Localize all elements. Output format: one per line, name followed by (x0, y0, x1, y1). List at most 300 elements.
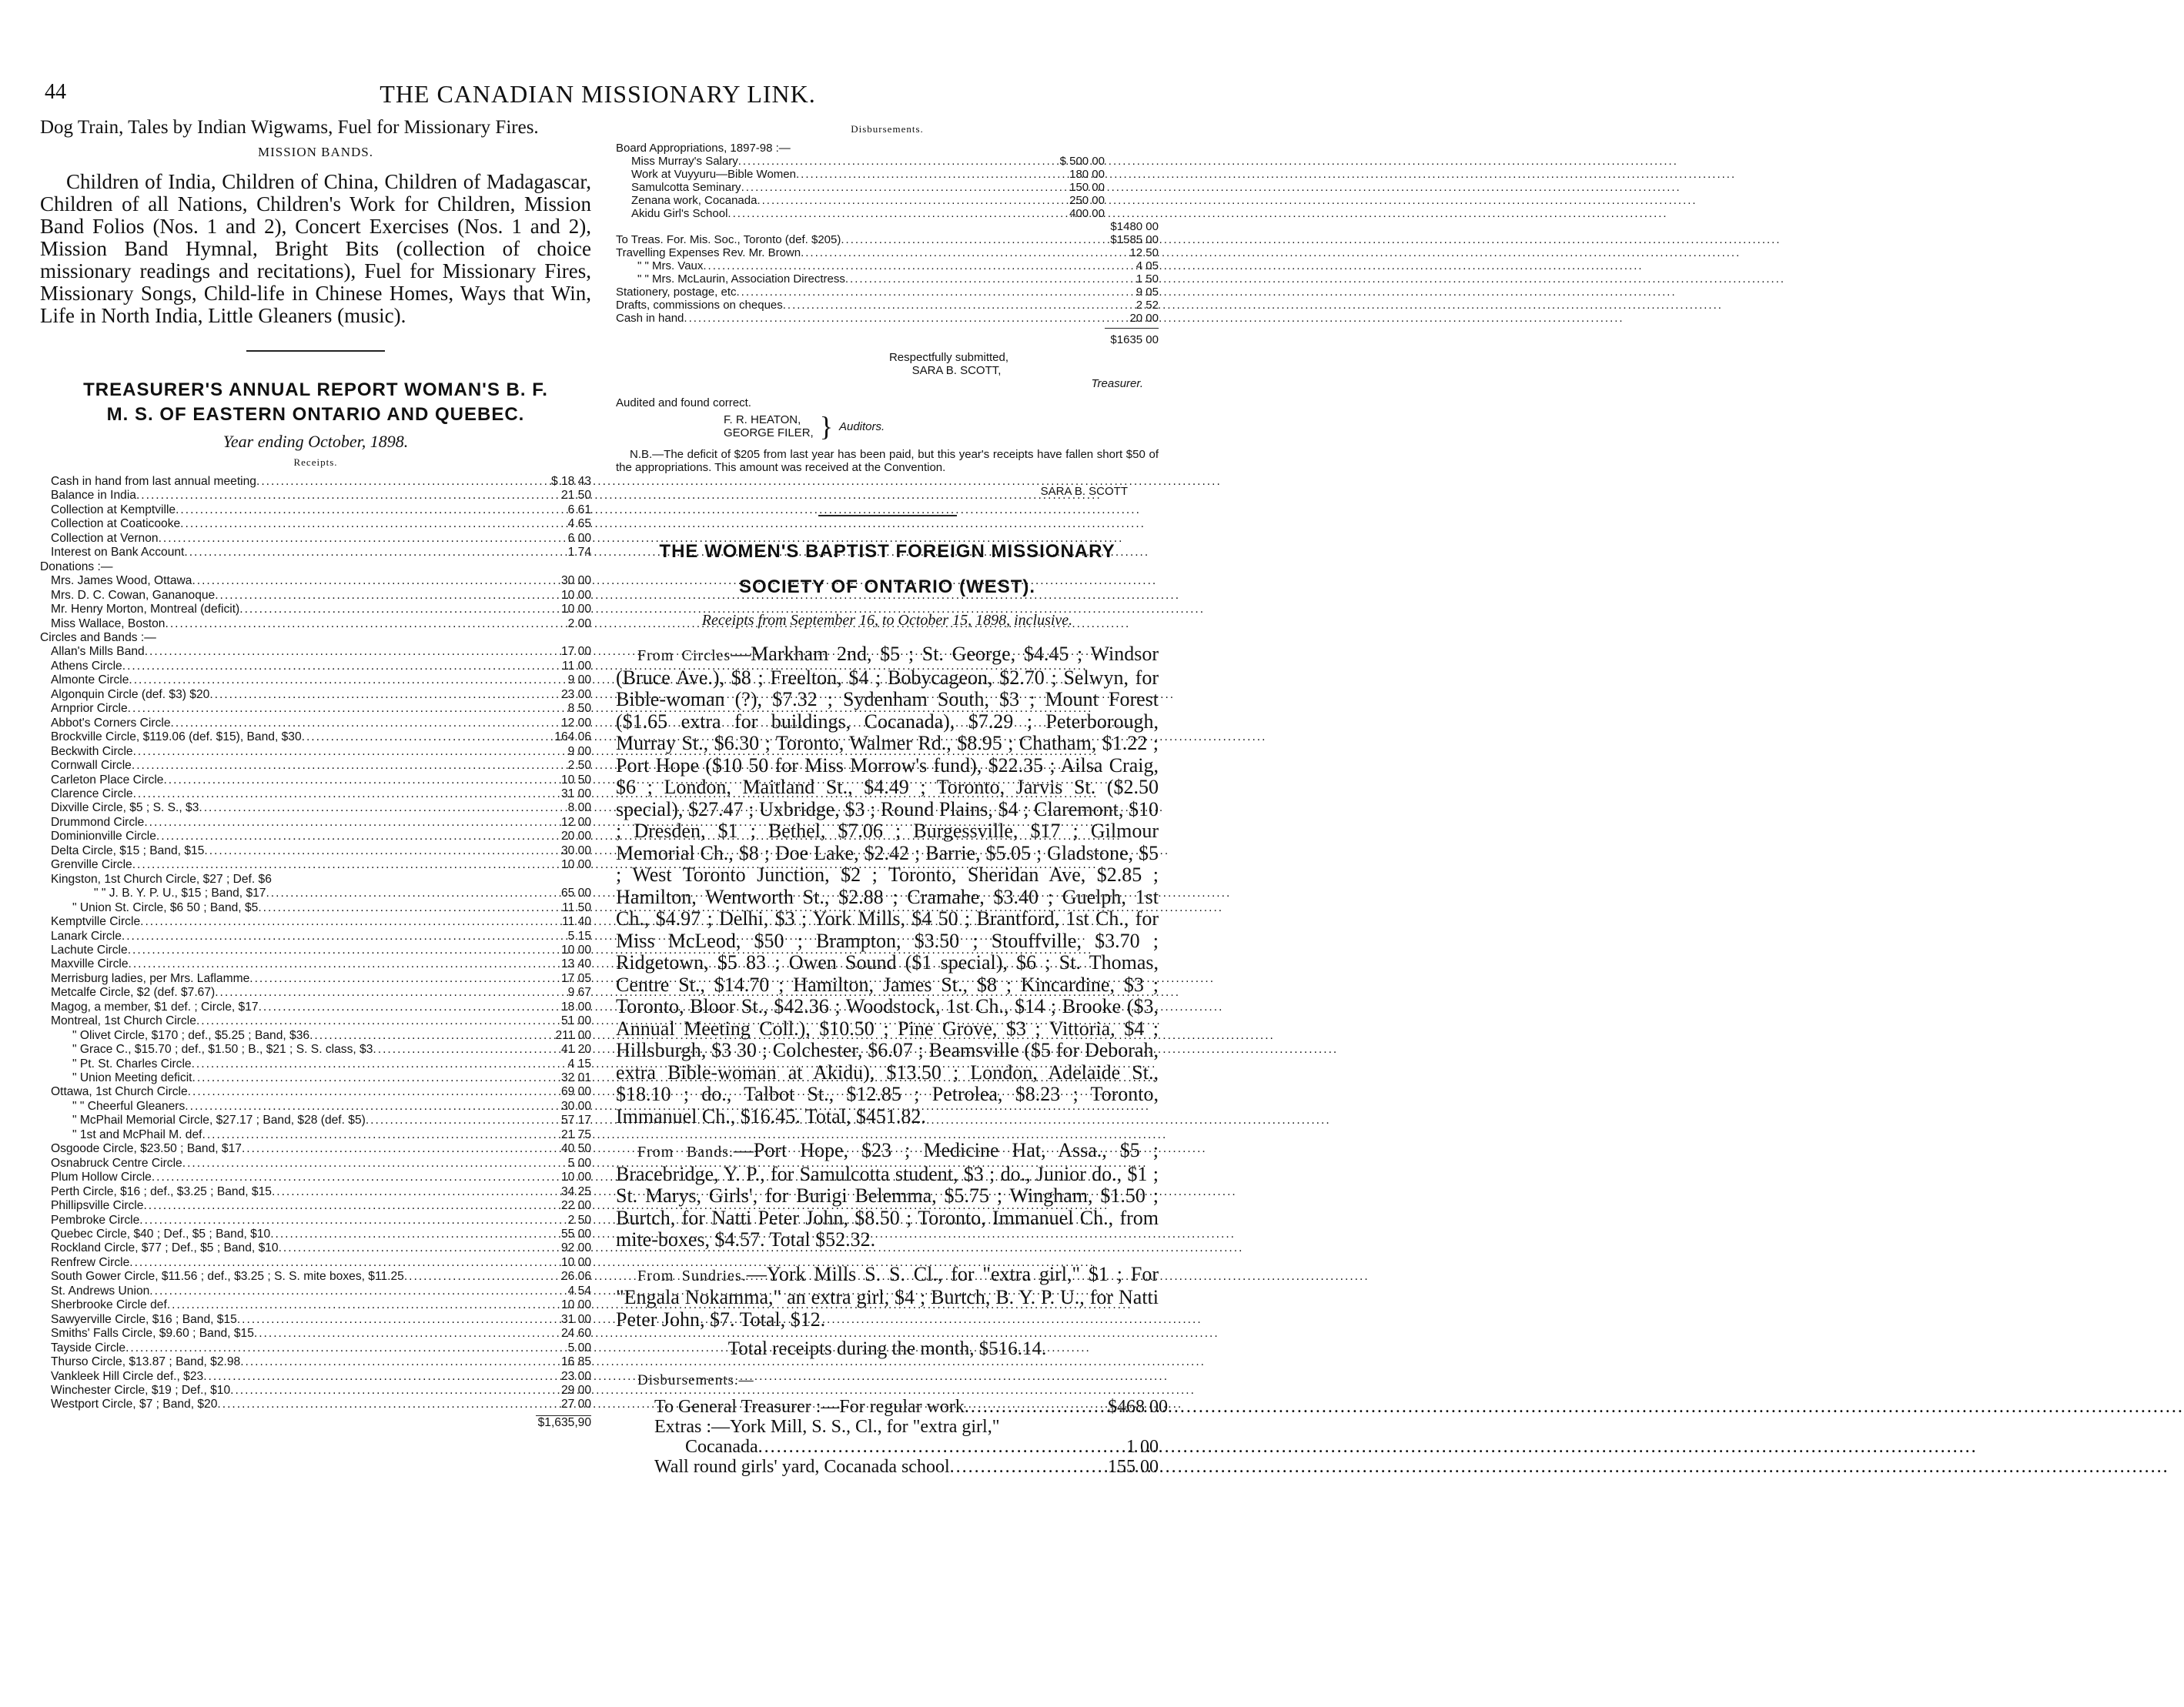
ledger-amount: 4 15 (567, 1057, 591, 1071)
ledger-label: Brockville Circle, $119.06 (def. $15), Band, $30 (51, 730, 302, 744)
ledger-amount (272, 873, 321, 887)
leader-dots (950, 1457, 1108, 1477)
disbursements-2-heading: Disbursements.— (637, 1372, 754, 1388)
ledger-label: Collection at Coaticooke (51, 517, 181, 531)
ledger-amount: 9 00 (567, 744, 591, 758)
leader-dots (192, 1071, 543, 1085)
ledger-label: To General Treasurer :—For regular work (654, 1397, 965, 1417)
ledger-row (40, 673, 591, 687)
leader-dots (125, 1341, 542, 1355)
ledger-label: Metcalfe Circle, $2 (def. $7.67) (51, 986, 216, 1000)
ledger-row (616, 286, 1159, 299)
ledger-label: Balance in India (51, 489, 136, 503)
ledger-amount: 2 50 (567, 759, 591, 773)
board-list (616, 155, 1159, 220)
ledger-amount: 32 01 (560, 1071, 591, 1085)
from-circles-label: From Circles (637, 647, 731, 664)
ledger-amount: 10 00 (560, 858, 591, 872)
ledger-row (616, 272, 1159, 286)
ledger-row (40, 702, 591, 716)
ledger-amount: $468 00 (1108, 1397, 1168, 1417)
leader-dots (139, 1214, 542, 1228)
ledger-label: Kemptville Circle (51, 915, 141, 929)
ledger-amount: $ 18 43 (550, 475, 591, 488)
ledger-label: Montreal, 1st Church Circle (51, 1014, 196, 1028)
ledger-amount: 8 00 (567, 801, 591, 815)
leader-dots (192, 574, 542, 588)
ledger-label: Renfrew Circle (51, 1255, 130, 1269)
leader-dots (132, 759, 542, 773)
ledger-label: Osgoode Circle, $23.50 ; Band, $17 (51, 1142, 242, 1156)
ledger-amount: 10 50 (560, 773, 591, 787)
ledger-amount: 1 50 (1135, 272, 1159, 286)
ledger-label: " Olivet Circle, $170 ; def., $5.25 ; Band, $36 (72, 1028, 310, 1042)
ledger-row (40, 1241, 591, 1255)
right-column (616, 123, 1168, 1477)
leader-dots (145, 645, 542, 659)
ledger-amount: 51 00 (560, 1014, 591, 1028)
leader-dots (309, 1029, 542, 1043)
divider (246, 350, 385, 352)
ledger-label: Sawyerville Circle, $16 ; Band, $15 (51, 1312, 237, 1326)
ledger-amount: 4 05 (1135, 259, 1159, 272)
respectfully-line: Respectfully submitted, (888, 351, 1009, 364)
ledger-label: Allan's Mills Band (51, 645, 145, 659)
leader-dots (133, 787, 542, 801)
ledger-label: Cornwall Circle (51, 759, 132, 773)
leader-dots (302, 730, 542, 744)
ledger-row (616, 299, 1159, 312)
leader-dots (258, 901, 542, 915)
ledger-row (40, 801, 591, 815)
leader-dots (703, 259, 1108, 272)
leader-dots (122, 930, 542, 944)
leader-dots (143, 1199, 542, 1213)
ledger-row (40, 1057, 591, 1071)
ledger-row (40, 617, 591, 631)
ledger-amount: 12 50 (1129, 246, 1159, 259)
ledger-label: " Grace C., $15.70 ; def., $1.50 ; B., $21 ; S. S. class, $3 (72, 1043, 373, 1057)
ledger-label: Sherbrooke Circle def (51, 1298, 167, 1312)
ledger-label: Abbot's Corners Circle (51, 716, 171, 730)
ledger-amount: 11 40 (562, 915, 591, 929)
ledger-label: Clarence Circle (51, 787, 133, 800)
ledger-amount: 31 00 (560, 787, 591, 800)
ledger-row (40, 844, 591, 858)
ledger-amount: 16 85 (560, 1355, 591, 1369)
ledger-label: Beckwith Circle (51, 744, 133, 758)
ledger-row (40, 930, 591, 944)
ledger-row (40, 1142, 591, 1156)
ledger-label: Grenville Circle (51, 858, 132, 872)
ledger-label: Carleton Place Circle (51, 773, 164, 787)
ledger-row (40, 887, 591, 900)
ledger-row (616, 259, 1159, 272)
ledger-amount: 21 50 (560, 489, 591, 503)
ledger-amount: 31 00 (560, 1312, 591, 1326)
ledger-row (40, 574, 591, 588)
other-disbursements-list (616, 233, 1159, 325)
leader-dots (757, 194, 1054, 207)
leader-dots (272, 1185, 542, 1199)
ledger-row (40, 1256, 591, 1270)
ledger-amount: 5 00 (567, 1341, 591, 1355)
ledger-amount (112, 560, 162, 574)
ledger-row (40, 730, 591, 744)
leader-dots (132, 858, 542, 872)
leader-dots (133, 745, 542, 759)
ledger-row (40, 915, 591, 929)
disbursements-2-list (616, 1397, 1168, 1477)
ledger-label: Vankleek Hill Circle def., $23 (51, 1369, 204, 1383)
audited-line: Audited and found correct. (616, 396, 751, 409)
ledger-amount: 250 00 (1069, 194, 1105, 207)
ledger-row (40, 1398, 591, 1411)
ledger-row (40, 1171, 591, 1184)
ledger-row (40, 816, 591, 830)
ledger-amount: 150 00 (1069, 181, 1105, 194)
leader-dots (204, 844, 542, 858)
ledger-label: " Union Meeting deficit (72, 1071, 192, 1085)
leader-dots (240, 1355, 542, 1369)
leader-dots (165, 617, 542, 631)
from-circles-paragraph (616, 643, 1159, 1127)
ledger-row (654, 1457, 1159, 1477)
leader-dots (796, 168, 1054, 181)
leader-dots (129, 673, 542, 687)
leader-dots (254, 1327, 542, 1341)
ledger-label: Kingston, 1st Church Circle, $27 ; Def. $6 (51, 872, 272, 886)
ledger-amount: 10 00 (560, 1298, 591, 1312)
ledger-label: Smiths' Falls Circle, $9.60 ; Band, $15 (51, 1327, 254, 1341)
leader-dots (741, 181, 1054, 194)
ledger-row (40, 546, 591, 560)
ledger-row (40, 1341, 591, 1355)
ledger-label: " " J. B. Y. P. U., $15 ; Band, $17 (94, 887, 266, 900)
ledger-label: " McPhail Memorial Circle, $27.17 ; Band, $28 (def. $5) (72, 1114, 366, 1127)
from-sundries-paragraph (616, 1264, 1159, 1331)
ledger-amount: 10 00 (560, 943, 591, 957)
ledger-label: Rockland Circle, $77 ; Def., $5 ; Band, $10 (51, 1241, 279, 1255)
ledger-amount: 21 75 (560, 1127, 591, 1141)
ledger-row (40, 688, 591, 702)
ledger-amount: 400 00 (1069, 207, 1105, 220)
ledger-amount: 65 00 (560, 887, 591, 900)
ledger-label: Dominionville Circle (51, 830, 156, 843)
ledger-row (40, 773, 591, 787)
total-receipts-line: Total receipts during the month, $516.14. (727, 1338, 1047, 1359)
leader-dots (965, 1397, 1108, 1417)
ledger-label: Zenana work, Cocanada (631, 194, 758, 207)
leader-dots (373, 1043, 542, 1057)
board-line: Board Appropriations, 1897-98 :— (616, 142, 791, 155)
leader-dots (128, 702, 542, 716)
leader-dots (129, 957, 542, 971)
ledger-row (616, 246, 1159, 259)
from-bands-paragraph (616, 1140, 1159, 1251)
ledger-row (616, 233, 1159, 246)
ledger-label: St. Andrews Union (51, 1284, 150, 1298)
leader-dots (736, 286, 1108, 299)
ledger-amount: 10 00 (560, 603, 591, 616)
leader-dots (801, 246, 1108, 259)
ledger-label: Phillipsville Circle (51, 1199, 144, 1213)
receipts-total: $1,635,90 (537, 1415, 591, 1429)
ledger-label: Miss Murray's Salary (631, 155, 738, 168)
from-bands-text: —Port Hope, $23 ; Medicine Hat, Assa., $5 ; Bracebridge, Y. P., for Samulcotta student, $3 ; do., Junior do., $1 ; St. Marys, Girls', for Burigi Belemma, $5.75 ; Wingham, $1.50 ; Burtch, for Natti Peter John, $8.50 ; Toronto, Immanuel Ch., from mite-boxes, $4.57. Total $52.32. (616, 1139, 1159, 1251)
ledger-label: Lanark Circle (51, 929, 122, 943)
ledger-label: Interest on Bank Account (51, 546, 185, 560)
ledger-amount: 40 50 (560, 1142, 591, 1156)
signer-role: Treasurer. (1091, 377, 1143, 390)
ledger-amount: 30 00 (560, 843, 591, 857)
ledger-label: Merrisburg ladies, per Mrs. Laflamme (51, 971, 250, 985)
ledger-row (40, 589, 591, 603)
receipts-heading: Receipts. (293, 456, 338, 468)
board-total: $1480 00 (1110, 220, 1159, 233)
ledger-amount: 29 00 (560, 1384, 591, 1397)
ledger-label: Westport Circle, $7 ; Band, $20 (51, 1398, 218, 1411)
ledger-row (40, 1014, 591, 1028)
ledger-row (40, 858, 591, 872)
report-title-line-2: M. S. OF EASTERN ONTARIO AND QUEBEC. (106, 404, 525, 425)
ledger-row (40, 745, 591, 759)
ledger-amount: 2 00 (567, 616, 591, 630)
ledger-amount: 6 61 (567, 503, 591, 516)
ledger-row (40, 1071, 591, 1085)
ledger-row (631, 168, 1105, 181)
ledger-row (40, 873, 591, 887)
leader-dots (159, 532, 542, 546)
ledger-amount: 9 05 (1135, 286, 1159, 299)
ledger-label: Lachute Circle (51, 943, 128, 957)
ledger-label: Circles and Bands :— (40, 630, 156, 644)
mission-bands-heading: MISSION BANDS. (257, 145, 374, 159)
ledger-row (40, 532, 591, 546)
ledger-amount: 4 65 (567, 517, 591, 531)
ledger-amount: 9 00 (567, 673, 591, 687)
disbursements-heading: Disbursements. (851, 123, 924, 135)
ledger-label: Mrs. James Wood, Ottawa (51, 574, 192, 588)
leader-dots (845, 272, 1108, 286)
ledger-amount: 34 25 (560, 1184, 591, 1198)
leader-dots (140, 915, 542, 929)
ledger-row (40, 560, 591, 574)
ledger-label: Perth Circle, $16 ; def., $3.25 ; Band, $15 (51, 1184, 272, 1198)
auditor-2: GEORGE FILER, (724, 426, 814, 439)
ledger-row (654, 1397, 1168, 1417)
ledger-amount: 20 00 (1129, 312, 1159, 325)
ledger-row (40, 517, 591, 531)
leader-dots (259, 1000, 542, 1014)
ledger-amount: 23 00 (560, 1369, 591, 1383)
ledger-amount: 92 00 (560, 1241, 591, 1255)
leader-dots (184, 546, 542, 560)
ledger-label: Tayside Circle (51, 1341, 126, 1355)
leader-dots (404, 1270, 542, 1284)
ledger-row (654, 1437, 1159, 1457)
ledger-row (40, 1100, 591, 1114)
from-sundries-text: —York Mills S. S. Cl., for "extra girl," $1 ; For "Engala Nokamma," an extra girl, $4 ; Burtch, B. Y. P. U., for Natti Peter John, $7. Total, $12. (616, 1262, 1159, 1331)
ledger-amount: 11 50 (562, 900, 591, 914)
leader-dots (149, 1284, 542, 1298)
ledger-row (40, 1370, 591, 1384)
signer-name: SARA B. SCOTT, (911, 364, 1002, 377)
ledger-row (40, 1313, 591, 1327)
leader-dots (185, 1100, 542, 1114)
leader-dots (783, 299, 1108, 312)
leader-dots (249, 972, 542, 986)
ledger-amount: 27 00 (560, 1398, 591, 1411)
ledger-row (40, 787, 591, 801)
ledger-row (631, 194, 1105, 207)
leader-dots (202, 1128, 542, 1142)
ledger-row (40, 489, 591, 503)
leader-dots (196, 1014, 542, 1028)
total-rule-right (1105, 328, 1159, 329)
ledger-amount: 8 50 (567, 702, 591, 716)
ledger-row (40, 1284, 591, 1298)
leader-dots (152, 1171, 542, 1184)
ledger-row (40, 1185, 591, 1199)
leader-dots (128, 944, 542, 957)
leader-dots (156, 830, 542, 843)
ledger-label: Ottawa, 1st Church Circle (51, 1085, 188, 1099)
ledger-amount: 211 00 (555, 1028, 591, 1042)
ledger-row (40, 1228, 591, 1241)
ledger-amount: 12 00 (560, 815, 591, 829)
ledger-amount: 26 06 (560, 1270, 591, 1284)
ledger-amount: 24 60 (560, 1327, 591, 1341)
ledger-row (40, 1270, 591, 1284)
ledger-label: Winchester Circle, $19 ; Def., $10 (51, 1384, 231, 1397)
ledger-amount: 13 40 (560, 957, 591, 971)
ledger-amount: 2 50 (567, 1213, 591, 1227)
leader-dots (188, 1085, 542, 1099)
leader-dots (199, 801, 542, 815)
ledger-label: Collection at Kemptville (51, 503, 176, 516)
ledger-row (40, 957, 591, 971)
ledger-row (40, 603, 591, 616)
leader-dots (192, 1057, 542, 1071)
ledger-label: " Union St. Circle, $6 50 ; Band, $5 (72, 900, 259, 914)
ledger-label: Algonquin Circle (def. $3) $20 (51, 687, 210, 701)
ledger-amount: 11 00 (562, 659, 591, 673)
ledger-label: Akidu Girl's School (631, 207, 728, 220)
ledger-row (40, 1384, 591, 1398)
ledger-amount: 10 00 (560, 1255, 591, 1269)
ledger-label: " " Mrs. Vaux (637, 259, 704, 272)
ledger-label: Athens Circle (51, 659, 122, 673)
ledger-row (40, 1199, 591, 1213)
leader-dots (215, 589, 542, 603)
ledger-label: Drummond Circle (51, 815, 145, 829)
leader-dots (163, 773, 542, 787)
page-number: 44 (45, 80, 66, 104)
ledger-row (40, 717, 591, 730)
auditors-block: F. R. HEATON, GEORGE FILER, } Auditors. (724, 411, 885, 442)
ledger-row (40, 645, 591, 659)
ledger-row (40, 830, 591, 843)
ledger-amount: 6 00 (567, 531, 591, 545)
leader-dots (738, 155, 1054, 168)
page-header (45, 80, 1151, 114)
ledger-label: Wall round girls' yard, Cocanada school (654, 1457, 950, 1477)
ledger-label: " 1st and McPhail M. def (72, 1127, 202, 1141)
ledger-row (40, 1114, 591, 1127)
leader-dots (217, 1398, 542, 1411)
ledger-row (654, 1417, 1159, 1437)
ledger-amount: $ 500 00 (1059, 155, 1105, 168)
leader-dots (279, 1241, 542, 1255)
ledger-amount: 20 00 (560, 830, 591, 843)
nb-signer: SARA B. SCOTT (1040, 485, 1128, 498)
ledger-row (40, 1043, 591, 1057)
ledger-amount: $1585 00 (1110, 233, 1159, 246)
receipts-list (40, 475, 591, 1412)
report-title-line-1: TREASURER'S ANNUAL REPORT WOMAN'S B. F. (83, 379, 548, 400)
leader-dots (129, 1256, 542, 1270)
ledger-label: Collection at Vernon (51, 531, 159, 545)
ledger-row (40, 759, 591, 773)
ledger-label: Miss Wallace, Boston (51, 616, 166, 630)
leader-dots (144, 816, 542, 830)
leader-dots (239, 603, 542, 616)
ledger-amount (156, 631, 206, 645)
leader-dots (209, 688, 542, 702)
ledger-label: " " Cheerful Gleaners (72, 1099, 186, 1113)
from-bands-label: From Bands. (637, 1144, 734, 1161)
ledger-amount: 5 00 (567, 1156, 591, 1170)
ledger-row (631, 155, 1105, 168)
ledger-row (40, 1029, 591, 1043)
ledger-row (40, 1085, 591, 1099)
leader-dots (256, 475, 542, 489)
ledger-label: Dixville Circle, $5 ; S. S., $3 (51, 801, 199, 815)
ledger-amount: 57 17 (560, 1114, 591, 1127)
ledger-label: Almonte Circle (51, 673, 129, 687)
ledger-label: Mrs. D. C. Cowan, Gananoque (51, 588, 216, 602)
leader-dots (242, 1142, 542, 1156)
ledger-label: Arnprior Circle (51, 702, 128, 716)
journal-title: THE CANADIAN MISSIONARY LINK. (380, 80, 816, 108)
ledger-label: " " Mrs. McLaurin, Association Directress (637, 272, 845, 286)
ledger-amount: 41 20 (560, 1043, 591, 1057)
leader-dots (266, 887, 542, 900)
ledger-label: Travelling Expenses Rev. Mr. Brown (616, 246, 801, 259)
leader-dots (366, 1114, 542, 1127)
ledger-row (631, 181, 1105, 194)
ledger-row (40, 1000, 591, 1014)
ledger-row (616, 312, 1159, 325)
ledger-amount: 155 00 (1108, 1457, 1159, 1477)
ledger-label: Magog, a member, $1 def. ; Circle, $17 (51, 1000, 259, 1014)
divider-right (818, 515, 957, 516)
ledger-label: Extras :—York Mill, S. S., Cl., for "extra girl," (654, 1417, 1000, 1437)
leader-dots (171, 717, 542, 730)
ledger-row (40, 660, 591, 673)
ledger-label: Delta Circle, $15 ; Band, $15 (51, 843, 205, 857)
ledger-row (40, 475, 591, 489)
leader-dots (122, 660, 542, 673)
ledger-amount: 69 00 (560, 1085, 591, 1099)
ledger-label: Thurso Circle, $13.87 ; Band, $2.98 (51, 1355, 241, 1369)
ledger-amount: 17 05 (560, 971, 591, 985)
ledger-label: Cash in hand from last annual meeting (51, 475, 256, 488)
leader-dots (182, 1157, 542, 1171)
from-circles-text: —Markham 2nd, $5 ; St. George, $4.45 ; Windsor (Bruce Ave.), $8 ; Freelton, $4 ; Bobycageon, $2.70 ; Selwyn, for Bible-woman (?), $7.32 ; Sydenham South, $3 ; Mount Forest ($1.65 extra for buildings, Cocanada), $7.29 ; Peterborough, Murray St., $6.30 ; Toronto, Walmer Rd., $8.95 ; Chatham, $1.22 ; Port Hope ($10 50 for Miss Morrow's fund), $22.35 ; Ailsa Craig, $6 ; London, Maitland St., $4.49 ; Toronto, Jarvis St. ($2.50 special), $27.47 ; Uxbridge, $3 ; Round Plains, $4 ; Claremont, $10 ; Dresden, $1 ; Bethel, $7.06 ; Burgessville, $17 ; Gilmour Memorial Ch., $8 ; Doe Lake, $2.42 ; Barrie, $5.05 ; Gladstone, $5 ; West Toronto Junction, $2 ; Toronto, Sheridan Ave, $2.85 ; Hamilton, Wentworth St., $2.88 ; Cramahe, $3.40 ; Guelph, 1st Ch., $4.97 ; Delhi, $3 ; York Mills, $4 50 ; Brantford, 1st Ch., for Miss McLeod, $50 ; Brampton, $3.50 ; Stouffville, $3.70 ; Ridgetown, $5 83 ; Owen Sound ($1 special), $6 ; St. Thomas, Centre St., $14.70 ; Hamilton, James St., $8 ; Kincardine, $3 ; Toronto, Bloor St., $42.36 ; Woodstock, 1st Ch., $14 ; Brooke ($3, Annual Meeting Coll.), $10.50 ; Pine Grove, $3 ; Vittoria, $4 ; Hillsburgh, $3 30 ; Colchester, $6.07 ; Beamsville ($5 for Deborah, extra Bible-woman at Akidu), $13.50 ; London, Adelaide St., $18.10 ; do., Talbot St., $12.85 ; Petrolea, $8.23 ; Toronto, Immanuel Ch., $16.45. Total, $451.82. (616, 643, 1159, 1127)
leader-dots (180, 517, 542, 531)
